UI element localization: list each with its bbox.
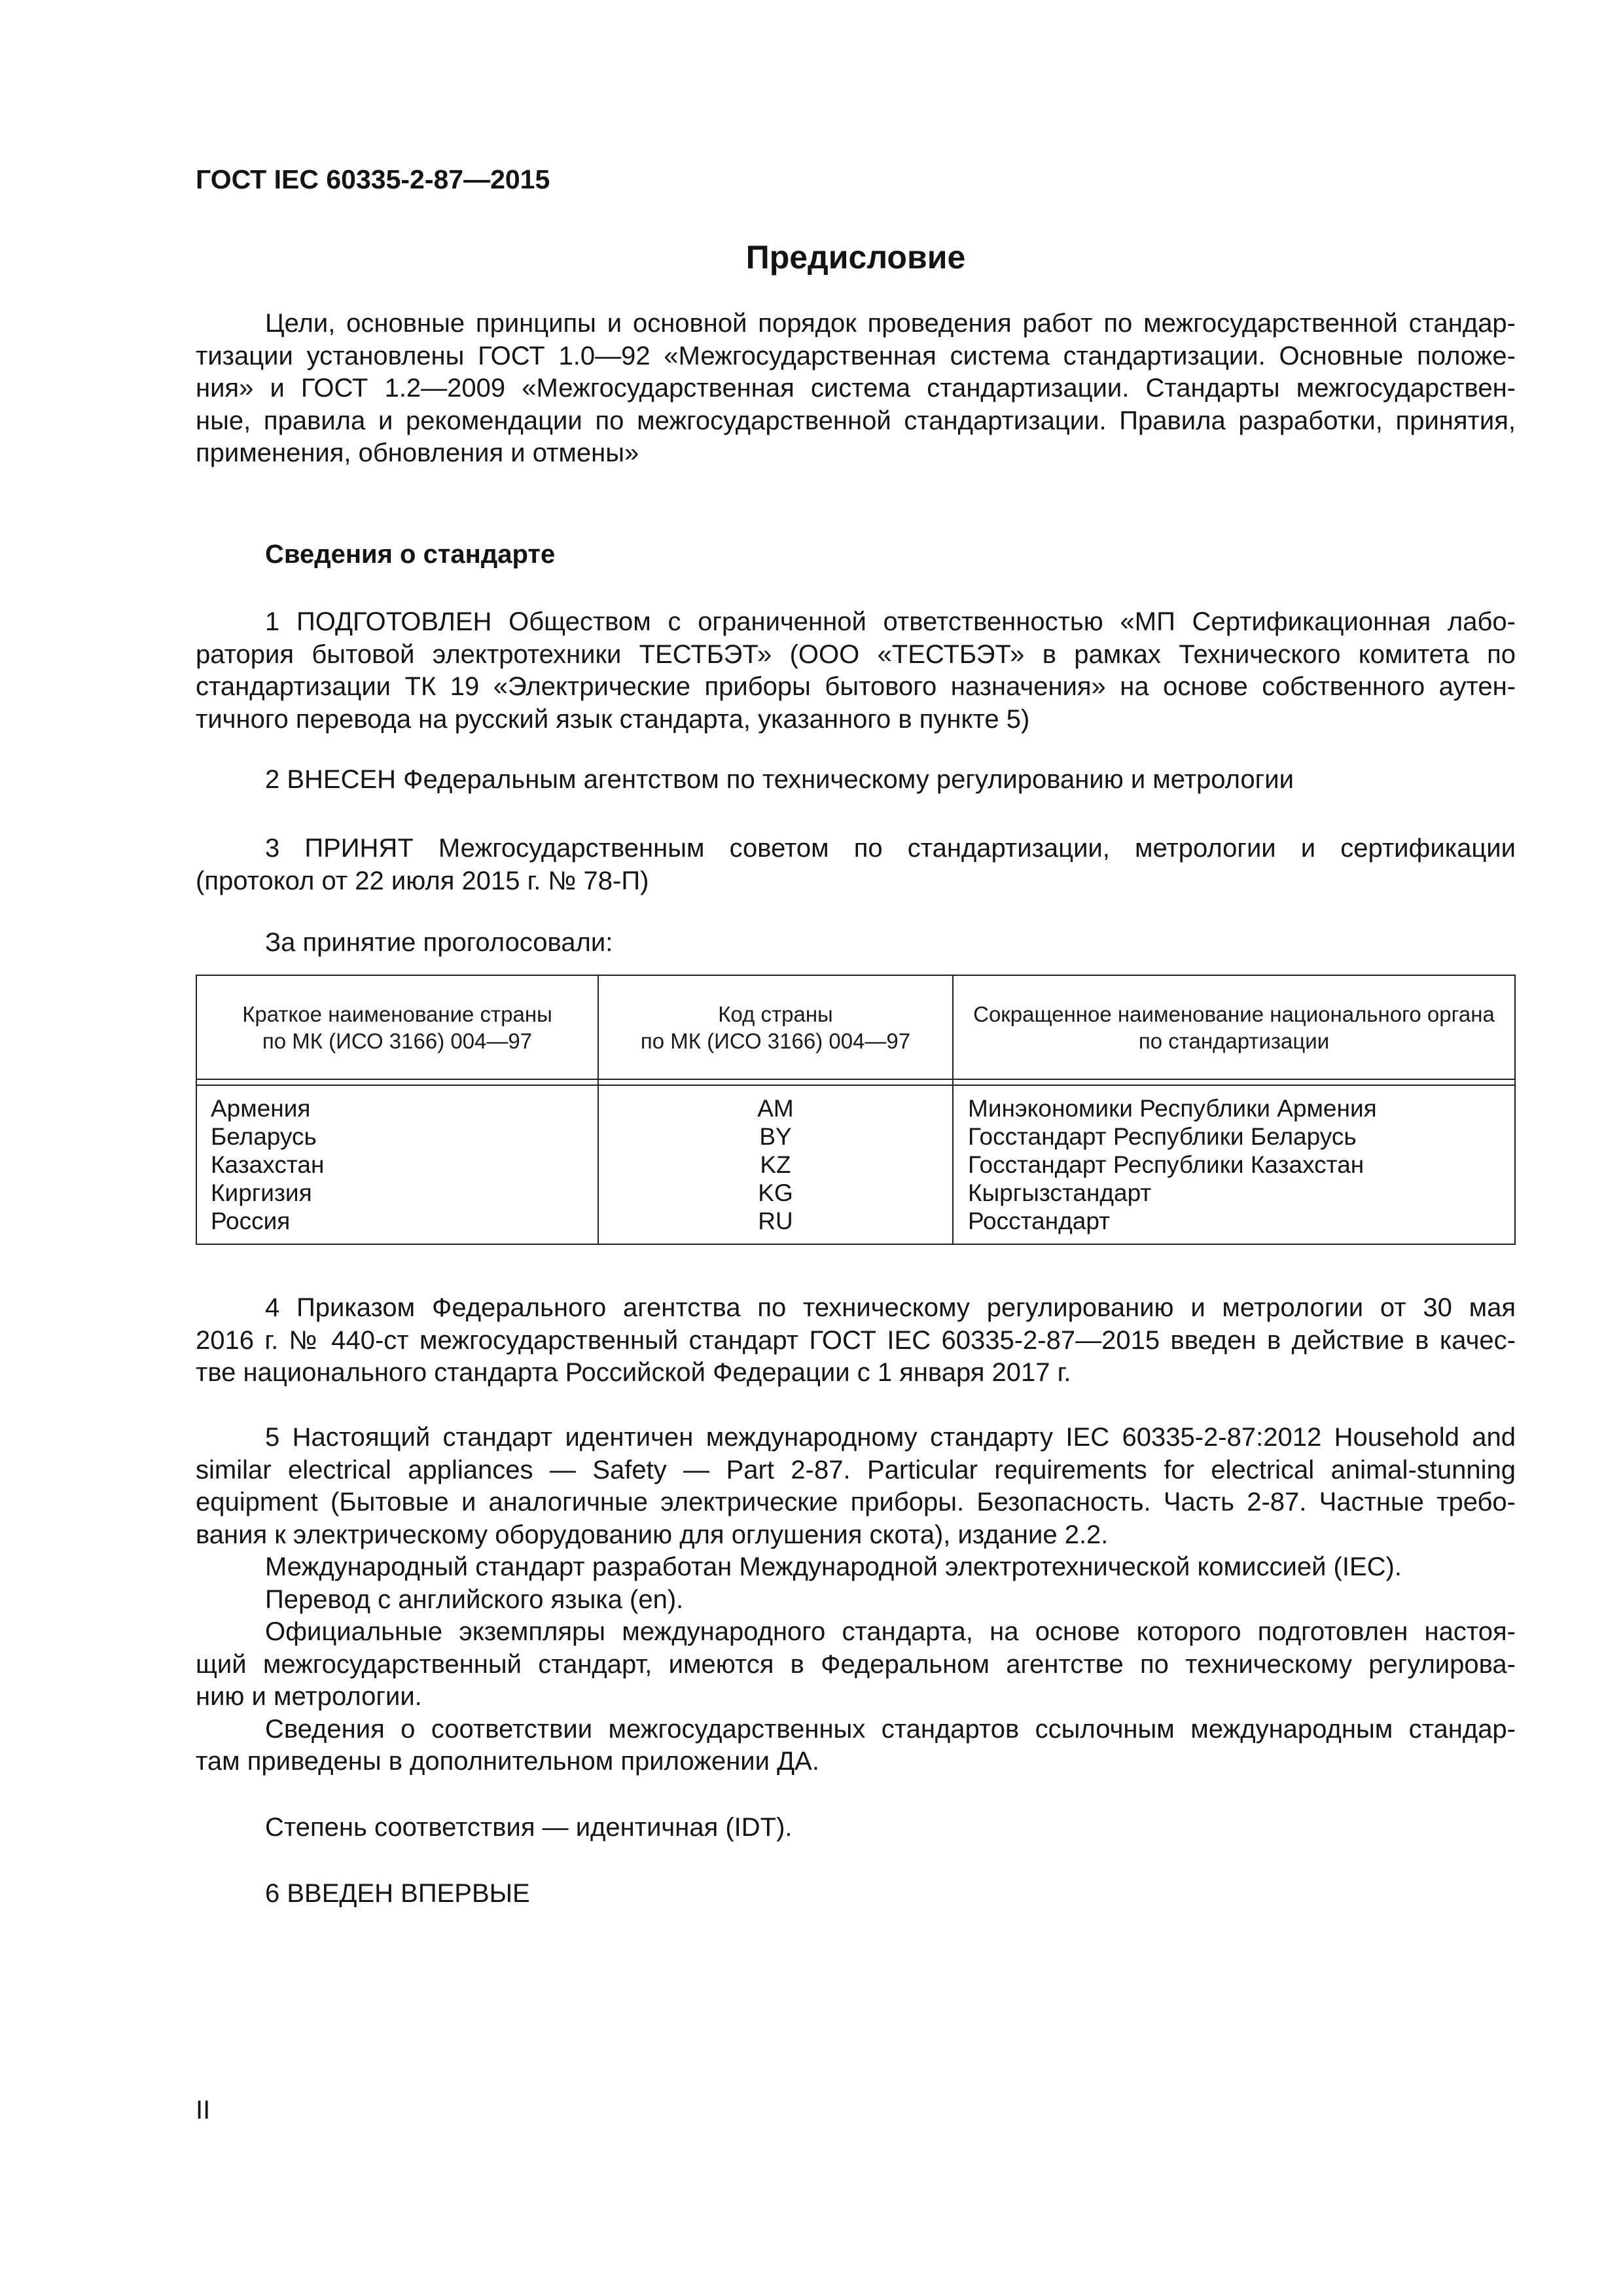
- item-5-line: щий межгосударственный стандарт, имеются в Федеральном агентстве по техническому регулирова-: [196, 1649, 1516, 1679]
- vote-label-text: За принятие проголосовали:: [265, 928, 613, 957]
- table-body: [197, 1094, 1514, 1235]
- item-4-line: тве национального стандарта Российской Федерации с 1 января 2017 г.: [196, 1358, 1071, 1387]
- item-6-text: 6 ВВЕДЕН ВПЕРВЫЕ: [265, 1879, 530, 1908]
- voting-table: [196, 975, 1516, 1245]
- foreword-intro-paragraph: [196, 308, 1516, 470]
- info-item-6: [196, 1878, 1516, 1910]
- item-1-line: ратория бытовой электротехники ТЕСТБЭТ» (ООО «ТЕСТБЭТ» в рамках Технического комитета по: [196, 639, 1516, 669]
- section-heading-text: Сведения о стандарте: [265, 540, 556, 569]
- cell-code: KG: [758, 1179, 793, 1206]
- item-1-line: 1 ПОДГОТОВЛЕН Обществом с ограниченной ответственностью «МП Сертификационная лабо-: [265, 607, 1516, 636]
- cell-code: KZ: [760, 1151, 791, 1178]
- intro-line: тизации установлены ГОСТ 1.0—92 «Межгосударственная система стандартизации. Основные положе-: [196, 341, 1516, 370]
- table-row: [197, 1122, 1514, 1151]
- cell-standards-body: Минэкономики Республики Армения: [968, 1095, 1377, 1122]
- cell-code: BY: [759, 1123, 792, 1150]
- cell-country: Беларусь: [211, 1123, 317, 1150]
- conformity-degree: [196, 1812, 1516, 1844]
- cell-code: AM: [757, 1095, 794, 1122]
- table-row: [197, 1151, 1514, 1179]
- cell-code: RU: [758, 1208, 793, 1234]
- item-4-line: 4 Приказом Федерального агентства по техническому регулированию и метрологии от 30 мая: [265, 1293, 1516, 1322]
- item-5-line: Международный стандарт разработан Международной электротехнической комиссией (IEC).: [265, 1552, 1402, 1581]
- info-item-1: [196, 606, 1516, 736]
- info-item-3: [196, 833, 1516, 897]
- column-header-line: по МК (ИСО 3166) 004—97: [262, 1028, 533, 1053]
- intro-line: ния» и ГОСТ 1.2—2009 «Межгосударственная система стандартизации. Стандарты межгосударствен-: [196, 374, 1516, 403]
- item-3-line: (протокол от 22 июля 2015 г. № 78-П): [196, 866, 649, 895]
- item-1-line: тичного перевода на русский язык стандарта, указанного в пункте 5): [196, 704, 1030, 734]
- item-1-line: стандартизации ТК 19 «Электрические приборы бытового назначения» на основе собственного аутен-: [196, 672, 1516, 701]
- info-item-5: [196, 1422, 1516, 1778]
- cell-country: Казахстан: [211, 1151, 325, 1178]
- column-header-country-name: [197, 976, 597, 1079]
- item-4-line: 2016 г. № 440-ст межгосударственный стандарт ГОСТ IEC 60335-2-87—2015 введен в действие в качес-: [196, 1325, 1516, 1355]
- item-5-line: Официальные экземпляры международного стандарта, на основе которого подготовлен настоя-: [265, 1617, 1516, 1646]
- item-5-line: нию и метрологии.: [196, 1682, 422, 1711]
- table-header-divider: [197, 1085, 1514, 1086]
- item-5-line: similar electrical appliances — Safety — Part 2-87. Particular requirements for electrical animal-stunning: [196, 1455, 1516, 1484]
- table-row: [197, 1207, 1514, 1235]
- document-designation: ГОСТ IEC 60335-2-87—2015: [196, 164, 550, 194]
- column-header-country-code: [599, 976, 952, 1079]
- column-header-standards-body: [954, 976, 1514, 1079]
- item-3-line: 3 ПРИНЯТ Межгосударственным советом по стандартизации, метрологии и сертификации: [265, 834, 1516, 863]
- table-row: [197, 1094, 1514, 1122]
- page-number: II: [196, 2096, 211, 2125]
- info-item-4: [196, 1292, 1516, 1390]
- table-row: [197, 1179, 1514, 1207]
- item-5-line: Перевод с английского языка (en).: [265, 1585, 684, 1614]
- column-header-line: Код страны: [718, 1001, 833, 1026]
- item-2-line: 2 ВНЕСЕН Федеральным агентством по техническому регулированию и метрологии: [265, 765, 1294, 794]
- column-header-line: Сокращенное наименование национального органа: [973, 1001, 1495, 1026]
- cell-country: Россия: [211, 1208, 291, 1234]
- vote-label: [196, 927, 1516, 960]
- cell-standards-body: Госстандарт Республики Беларусь: [968, 1123, 1357, 1150]
- conformity-text: Степень соответствия — идентичная (IDT).: [265, 1813, 793, 1842]
- info-item-2: [196, 764, 1516, 797]
- cell-standards-body: Госстандарт Республики Казахстан: [968, 1151, 1364, 1178]
- cell-country: Армения: [211, 1095, 311, 1122]
- item-5-line: там приведены в дополнительном приложении ДА.: [196, 1747, 819, 1776]
- section-heading: [196, 539, 1516, 571]
- cell-country: Киргизия: [211, 1179, 312, 1206]
- column-header-line: по МК (ИСО 3166) 004—97: [640, 1028, 911, 1053]
- cell-standards-body: Росстандарт: [968, 1208, 1111, 1234]
- intro-line: Цели, основные принципы и основной порядок проведения работ по межгосударственной стандар-: [265, 309, 1516, 338]
- page-title: Предисловие: [745, 239, 966, 276]
- table-header-divider: [197, 1079, 1514, 1080]
- column-header-line: по стандартизации: [1138, 1028, 1330, 1053]
- column-header-line: Краткое наименование страны: [242, 1001, 552, 1026]
- intro-line: ные, правила и рекомендации по межгосударственной стандартизации. Правила разработки, принятия,: [196, 406, 1516, 435]
- item-5-line: Сведения о соответствии межгосударственных стандартов ссылочным международным стандар-: [265, 1714, 1516, 1744]
- item-5-line: equipment (Бытовые и аналогичные электрические приборы. Безопасность. Часть 2-87. Частные требо-: [196, 1488, 1516, 1516]
- cell-standards-body: Кыргызстандарт: [968, 1179, 1152, 1206]
- item-5-line: вания к электрическому оборудованию для оглушения скота), издание 2.2.: [196, 1520, 1109, 1549]
- intro-line: применения, обновления и отмены»: [196, 439, 639, 467]
- item-5-line: 5 Настоящий стандарт идентичен международному стандарту IEC 60335-2-87:2012 Household and: [265, 1423, 1516, 1452]
